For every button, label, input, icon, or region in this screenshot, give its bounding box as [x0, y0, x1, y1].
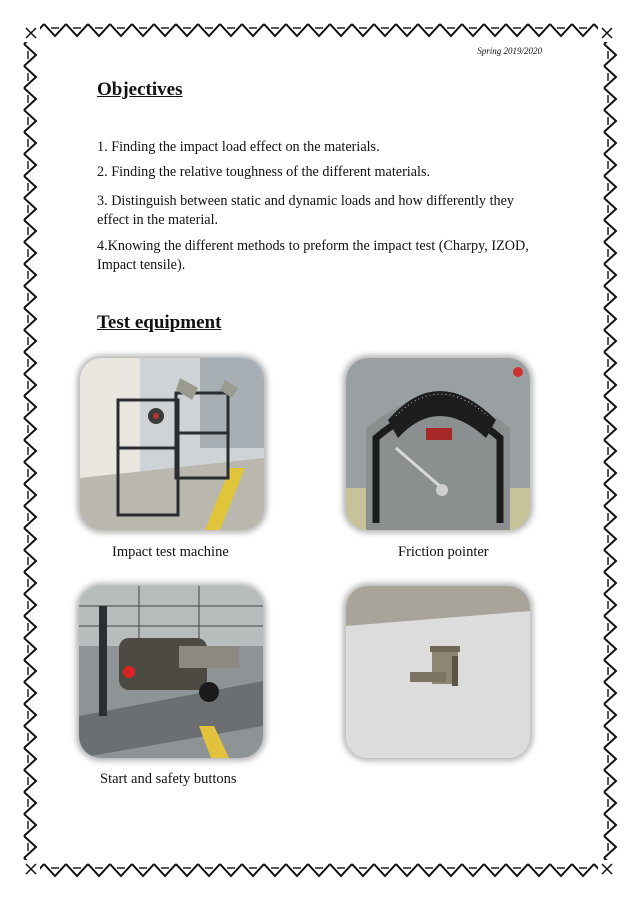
objective-item-2: 2. Finding the relative toughness of the different materials.: [97, 164, 431, 180]
objectives-heading: Objectives: [97, 79, 183, 100]
objective-item-4: 4.Knowing the different methods to preform the impact test (Charpy, IZOD, Impact tensile).: [97, 238, 529, 273]
specimen-photo: [346, 586, 530, 758]
objective-item-1: 1. Finding the impact load effect on the materials.: [97, 139, 380, 155]
objective-item-3: 3. Distinguish between static and dynamic loads and how differently they effect in the material.: [97, 193, 514, 228]
impact-machine-photo: [80, 358, 264, 530]
caption-friction-pointer: Friction pointer: [398, 544, 489, 560]
header-date: Spring 2019/2020: [477, 46, 542, 56]
test-equipment-heading: Test equipment: [97, 312, 222, 333]
safety-buttons-photo: [79, 586, 263, 758]
friction-pointer-photo: [346, 358, 530, 530]
caption-safety-buttons: Start and safety buttons: [100, 771, 237, 787]
caption-impact-machine: Impact test machine: [112, 544, 229, 560]
